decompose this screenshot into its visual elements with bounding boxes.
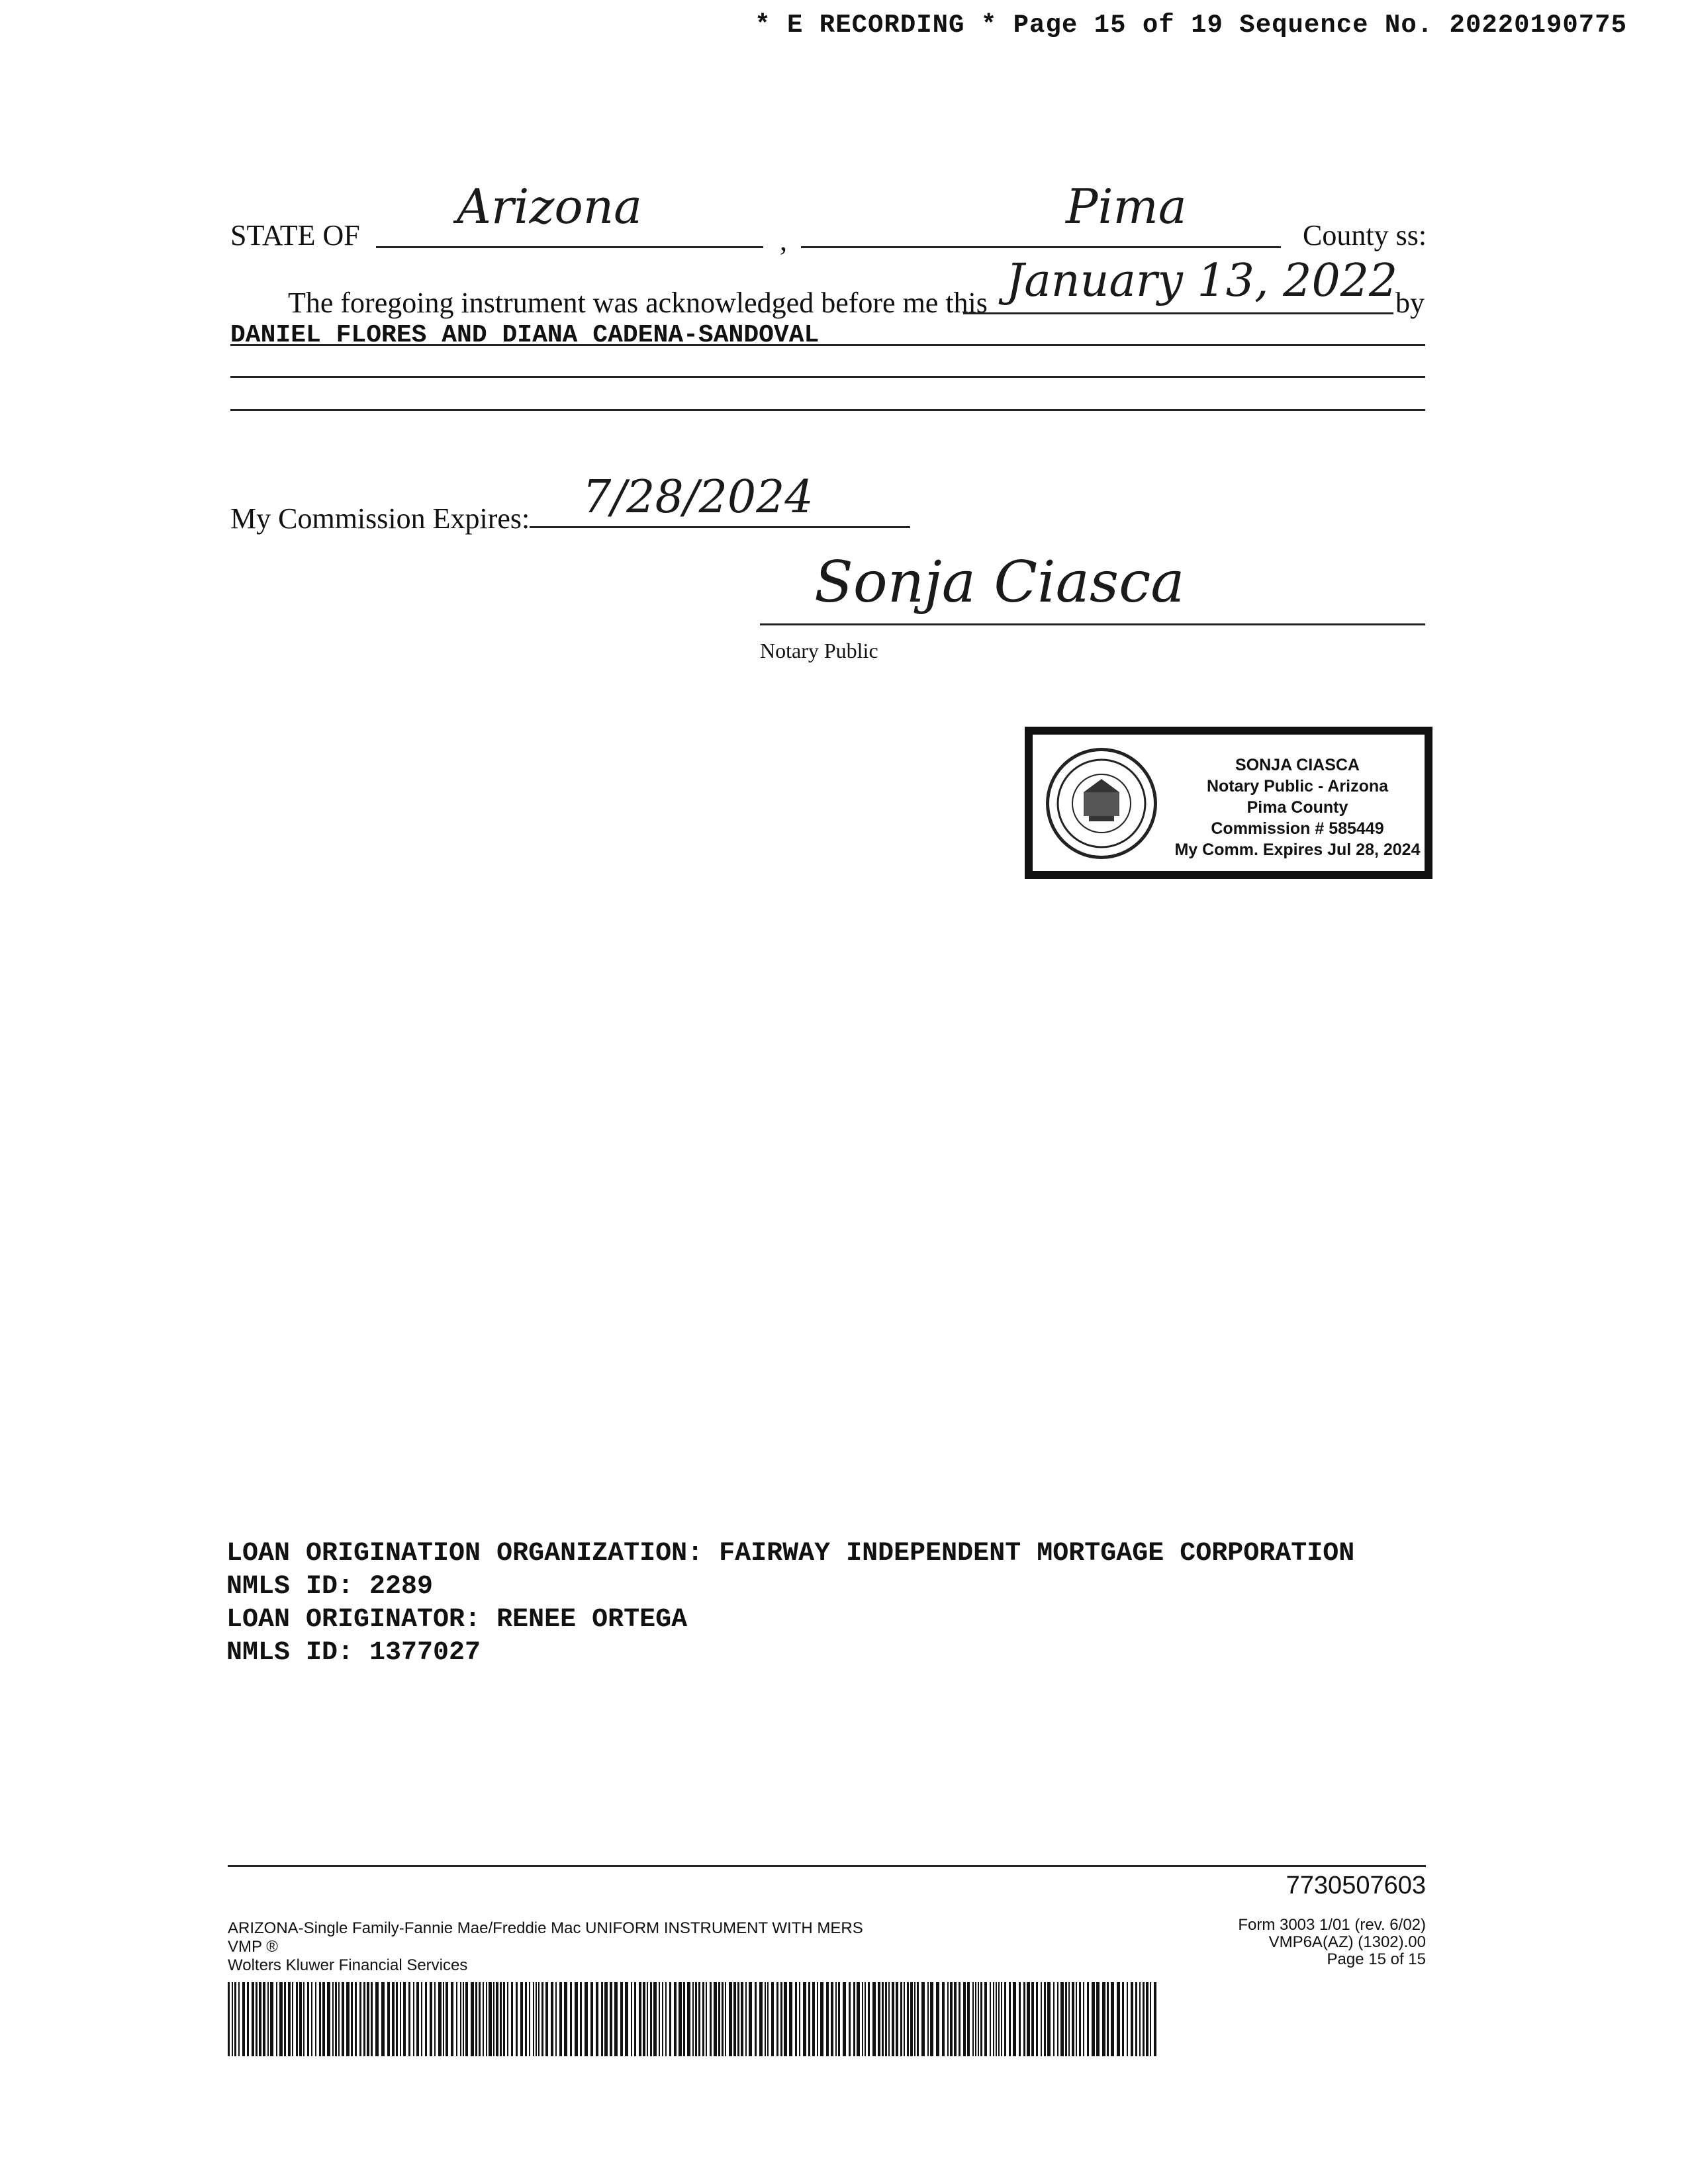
barcode-bar (545, 1982, 548, 2056)
barcode-bar (1117, 1982, 1120, 2056)
barcode-bar (434, 1982, 436, 2056)
signers-underline (230, 344, 1425, 346)
barcode-bar (674, 1982, 677, 2056)
barcode-bar (1127, 1982, 1128, 2056)
barcode-bar (252, 1982, 254, 2056)
blank-line-1 (230, 376, 1425, 378)
barcode-bar (610, 1982, 612, 2056)
commission-underline (530, 526, 910, 528)
barcode-bar (695, 1982, 697, 2056)
barcode-bar (400, 1982, 401, 2056)
organization-nmls: NMLS ID: 2289 (226, 1572, 434, 1602)
barcode-bar (299, 1982, 302, 2056)
barcode-bar (998, 1982, 1000, 2056)
publisher: Wolters Kluwer Financial Services (228, 1956, 468, 1974)
barcode-bar (430, 1982, 432, 2056)
barcode-bar (1036, 1982, 1038, 2056)
barcode-bar (838, 1982, 840, 2056)
barcode-bar (242, 1982, 245, 2056)
seal-expires: My Comm. Expires Jul 28, 2024 (1174, 841, 1421, 859)
barcode-bar (425, 1982, 427, 2056)
barcode-bar (959, 1982, 961, 2056)
barcode-bar (862, 1982, 863, 2056)
state-seal-icon (1046, 748, 1157, 859)
barcode-bar (585, 1982, 588, 2056)
barcode-bar (332, 1982, 334, 2056)
barcode-bar (620, 1982, 623, 2056)
commission-label: My Commission Expires: (230, 502, 530, 535)
barcode-bar (1143, 1982, 1145, 2056)
barcode-bar (279, 1982, 283, 2056)
barcode-bar (247, 1982, 249, 2056)
barcode-bar (322, 1982, 325, 2056)
barcode-bar (799, 1982, 800, 2056)
barcode-bar (780, 1982, 782, 2056)
barcode-bar (808, 1982, 810, 2056)
seal-title: Notary Public - Arizona (1206, 777, 1389, 796)
barcode-bar (795, 1982, 797, 2056)
barcode-bar (335, 1982, 337, 2056)
barcode-bar (765, 1982, 766, 2056)
barcode-bar (1044, 1982, 1046, 2056)
barcode-bar (1027, 1982, 1030, 2056)
county-underline (801, 246, 1281, 248)
barcode-bar (996, 1982, 997, 2056)
barcode-bar (327, 1982, 330, 2056)
barcode-bar (525, 1982, 527, 2056)
barcode-bar (679, 1982, 682, 2056)
barcode-bar (604, 1982, 608, 2056)
barcode-bar (993, 1982, 994, 2056)
barcode-bar (904, 1982, 905, 2056)
barcode-bar (900, 1982, 902, 2056)
barcode-bar (817, 1982, 818, 2056)
barcode-bar (516, 1982, 518, 2056)
barcode-bar (601, 1982, 603, 2056)
barcode-bar (888, 1982, 890, 2056)
barcode-bar (882, 1982, 884, 2056)
state-underline (376, 246, 763, 248)
barcode-bar (311, 1982, 312, 2056)
barcode-bar (342, 1982, 344, 2056)
barcode-bar (408, 1982, 410, 2056)
barcode-bar (771, 1982, 774, 2056)
barcode-bar (489, 1982, 492, 2056)
barcode-bar (590, 1982, 593, 2056)
barcode-bar (892, 1982, 894, 2056)
barcode-bar (1087, 1982, 1089, 2056)
barcode-bar (885, 1982, 887, 2056)
barcode-bar (315, 1982, 316, 2056)
barcode-bar (1083, 1982, 1084, 2056)
page-number: Page 15 of 15 (1327, 1950, 1426, 1968)
barcode-bar (1102, 1982, 1105, 2056)
barcode-bar (296, 1982, 298, 2056)
barcode-bar (872, 1982, 876, 2056)
form-title: ARIZONA-Single Family-Fannie Mae/Freddie Mac UNIFORM INSTRUMENT WITH MERS (228, 1919, 863, 1937)
comma: , (780, 224, 787, 257)
barcode-bar (371, 1982, 373, 2056)
barcode-bar (570, 1982, 572, 2056)
barcode-bar (451, 1982, 453, 2056)
barcode-bar (1057, 1982, 1058, 2056)
barcode-bar (759, 1982, 763, 2056)
barcode-bar (276, 1982, 277, 2056)
barcode-bar (367, 1982, 369, 2056)
barcode-bar (1072, 1982, 1074, 2056)
barcode-bar (288, 1982, 291, 2056)
barcode-bar (1041, 1982, 1042, 2056)
barcode-bar (1146, 1982, 1149, 2056)
barcode-bar (706, 1982, 707, 2056)
barcode-bar (647, 1982, 648, 2056)
barcode-bar (445, 1982, 448, 2056)
barcode-bar (665, 1982, 667, 2056)
loan-organization: LOAN ORIGINATION ORGANIZATION: FAIRWAY INDEPENDENT MORTGAGE CORPORATION (226, 1539, 1355, 1569)
date-underline (963, 312, 1393, 314)
barcode-bar (541, 1982, 543, 2056)
barcode-bar (460, 1982, 461, 2056)
barcode-bar (972, 1982, 974, 2056)
barcode-bar (653, 1982, 657, 2056)
barcode-bar (479, 1982, 481, 2056)
barcode-bar (826, 1982, 829, 2056)
barcode-bar (463, 1982, 464, 2056)
barcode-bar (990, 1982, 991, 2056)
barcode-bar (1131, 1982, 1133, 2056)
barcode-bar (729, 1982, 732, 2056)
barcode-bar (954, 1982, 957, 2056)
barcode-bar (1092, 1982, 1095, 2056)
barcode-bar (307, 1982, 309, 2056)
barcode-bar (843, 1982, 846, 2056)
barcode-bar (803, 1982, 806, 2056)
barcode-bar (387, 1982, 390, 2056)
barcode-bar (564, 1982, 567, 2056)
barcode-bar (980, 1982, 982, 2056)
barcode-bar (555, 1982, 557, 2056)
barcode-bar (475, 1982, 477, 2056)
barcode-bar (625, 1982, 628, 2056)
barcode-bar (1047, 1982, 1051, 2056)
barcode-bar (538, 1982, 539, 2056)
notary-signature: Sonja Ciasca (814, 549, 1185, 615)
barcode-bar (878, 1982, 880, 2056)
barcode-bar (303, 1982, 305, 2056)
barcode-bar (559, 1982, 562, 2056)
barcode-bar (1076, 1982, 1077, 2056)
barcode-bar (1096, 1982, 1100, 2056)
loan-originator: LOAN ORIGINATOR: RENEE ORTEGA (226, 1605, 688, 1635)
barcode-bar (483, 1982, 484, 2056)
barcode-bar (228, 1982, 230, 2056)
barcode-bar (650, 1982, 652, 2056)
barcode-bar (745, 1982, 747, 2056)
barcode-bar (396, 1982, 398, 2056)
barcode-bar (917, 1982, 919, 2056)
barcode-bar (1139, 1982, 1141, 2056)
barcode-bar (263, 1982, 265, 2056)
barcode-bar (725, 1982, 726, 2056)
state-label: STATE OF (230, 219, 360, 251)
state-handwritten: Arizona (457, 179, 643, 234)
barcode-bar (692, 1982, 694, 2056)
notary-seal (1025, 727, 1432, 879)
by-label: by (1395, 287, 1425, 319)
barcode-bar (238, 1982, 240, 2056)
barcode-bar (1107, 1982, 1109, 2056)
barcode-bar (921, 1982, 925, 2056)
barcode-bar (1009, 1982, 1011, 2056)
barcode-bar (465, 1982, 468, 2056)
barcode-bar (1135, 1982, 1137, 2056)
barcode-bar (520, 1982, 523, 2056)
footer-rule (228, 1865, 1426, 1867)
originator-nmls: NMLS ID: 1377027 (226, 1638, 481, 1668)
barcode-bar (1154, 1982, 1156, 2056)
barcode-bar (896, 1982, 898, 2056)
barcode (228, 1982, 1157, 2056)
barcode-bar (942, 1982, 945, 2056)
barcode-bar (1053, 1982, 1055, 2056)
notary-signature-line (760, 623, 1425, 625)
form-code: VMP6A(AZ) (1302).00 (1268, 1933, 1426, 1951)
barcode-bar (596, 1982, 598, 2056)
barcode-bar (978, 1982, 979, 2056)
barcode-bar (702, 1982, 704, 2056)
vmp-label: VMP ® (228, 1938, 278, 1956)
barcode-bar (967, 1982, 970, 2056)
barcode-bar (857, 1982, 860, 2056)
barcode-bar (1079, 1982, 1081, 2056)
barcode-bar (471, 1982, 474, 2056)
barcode-bar (443, 1982, 444, 2056)
barcode-bar (319, 1982, 321, 2056)
barcode-bar (1013, 1982, 1016, 2056)
barcode-bar (722, 1982, 724, 2056)
barcode-bar (639, 1982, 641, 2056)
county-handwritten: Pima (1066, 179, 1187, 234)
barcode-bar (741, 1982, 743, 2056)
barcode-bar (529, 1982, 530, 2056)
barcode-bar (984, 1982, 987, 2056)
barcode-bar (359, 1982, 361, 2056)
barcode-bar (831, 1982, 833, 2056)
barcode-bar (507, 1982, 508, 2056)
commission-handwritten: 7/28/2024 (583, 471, 814, 523)
date-handwritten: January 13, 2022 (1006, 255, 1398, 307)
barcode-bar (930, 1982, 933, 2056)
barcode-bar (784, 1982, 787, 2056)
barcode-bar (614, 1982, 618, 2056)
barcode-bar (500, 1982, 502, 2056)
signers-names: DANIEL FLORES AND DIANA CADENA-SANDOVAL (230, 321, 820, 349)
barcode-bar (580, 1982, 582, 2056)
barcode-bar (853, 1982, 855, 2056)
barcode-bar (789, 1982, 792, 2056)
barcode-bar (710, 1982, 712, 2056)
barcode-bar (927, 1982, 929, 2056)
barcode-bar (503, 1982, 505, 2056)
barcode-bar (533, 1982, 534, 2056)
barcode-bar (363, 1982, 365, 2056)
seal-name: SONJA CIASCA (1235, 756, 1360, 774)
barcode-bar (1122, 1982, 1124, 2056)
barcode-bar (1065, 1982, 1067, 2056)
barcode-bar (351, 1982, 353, 2056)
barcode-bar (413, 1982, 414, 2056)
barcode-bar (355, 1982, 357, 2056)
barcode-bar (755, 1982, 757, 2056)
barcode-bar (1023, 1982, 1025, 2056)
county-label: County ss: (1303, 219, 1427, 251)
barcode-bar (698, 1982, 700, 2056)
barcode-bar (416, 1982, 419, 2056)
barcode-bar (1060, 1982, 1064, 2056)
barcode-bar (662, 1982, 663, 2056)
barcode-bar (914, 1982, 915, 2056)
barcode-bar (669, 1982, 671, 2056)
barcode-bar (950, 1982, 953, 2056)
barcode-bar (631, 1982, 632, 2056)
barcode-bar (256, 1982, 258, 2056)
barcode-bar (835, 1982, 837, 2056)
barcode-bar (346, 1982, 350, 2056)
barcode-bar (812, 1982, 815, 2056)
barcode-bar (536, 1982, 537, 2056)
barcode-bar (421, 1982, 422, 2056)
barcode-bar (947, 1982, 949, 2056)
barcode-bar (511, 1982, 513, 2056)
barcode-bar (267, 1982, 269, 2056)
form-number: Form 3003 1/01 (rev. 6/02) (1238, 1916, 1426, 1934)
recording-stamp: * E RECORDING * Page 15 of 19 Sequence No. 20220190775 (755, 11, 1627, 40)
barcode-bar (381, 1982, 385, 2056)
barcode-bar (292, 1982, 293, 2056)
barcode-bar (733, 1982, 736, 2056)
barcode-bar (403, 1982, 406, 2056)
barcode-bar (270, 1982, 273, 2056)
loan-number: 7730507603 (1286, 1872, 1426, 1899)
barcode-bar (1031, 1982, 1034, 2056)
barcode-bar (910, 1982, 913, 2056)
barcode-bar (868, 1982, 870, 2056)
barcode-bar (259, 1982, 261, 2056)
barcode-bar (718, 1982, 720, 2056)
barcode-bar (936, 1982, 939, 2056)
barcode-bar (849, 1982, 851, 2056)
barcode-bar (687, 1982, 690, 2056)
barcode-bar (456, 1982, 457, 2056)
barcode-bar (634, 1982, 636, 2056)
barcode-bar (643, 1982, 645, 2056)
barcode-bar (284, 1982, 286, 2056)
seal-county: Pima County (1246, 798, 1348, 817)
barcode-bar (820, 1982, 823, 2056)
barcode-bar (683, 1982, 685, 2056)
notary-public-label: Notary Public (760, 639, 878, 662)
barcode-bar (1068, 1982, 1070, 2056)
seal-commission: Commission # 585449 (1211, 819, 1384, 838)
barcode-bar (486, 1982, 487, 2056)
barcode-bar (493, 1982, 494, 2056)
barcode-bar (1111, 1982, 1114, 2056)
barcode-bar (1019, 1982, 1021, 2056)
barcode-bar (749, 1982, 752, 2056)
barcode-bar (438, 1982, 442, 2056)
barcode-bar (865, 1982, 866, 2056)
barcode-bar (975, 1982, 976, 2056)
barcode-bar (1004, 1982, 1006, 2056)
barcode-bar (776, 1982, 778, 2056)
barcode-bar (338, 1982, 340, 2056)
barcode-bar (234, 1982, 236, 2056)
barcode-bar (392, 1982, 395, 2056)
barcode-bar (375, 1982, 379, 2056)
barcode-bar (714, 1982, 717, 2056)
instrument-text: The foregoing instrument was acknowledged before me this (288, 287, 988, 319)
barcode-bar (551, 1982, 553, 2056)
barcode-bar (737, 1982, 739, 2056)
barcode-bar (907, 1982, 909, 2056)
barcode-bar (767, 1982, 769, 2056)
blank-line-2 (230, 409, 1425, 411)
barcode-bar (963, 1982, 966, 2056)
barcode-bar (659, 1982, 660, 2056)
barcode-bar (232, 1982, 233, 2056)
barcode-bar (496, 1982, 498, 2056)
barcode-bar (575, 1982, 578, 2056)
barcode-bar (1001, 1982, 1002, 2056)
barcode-bar (1150, 1982, 1151, 2056)
